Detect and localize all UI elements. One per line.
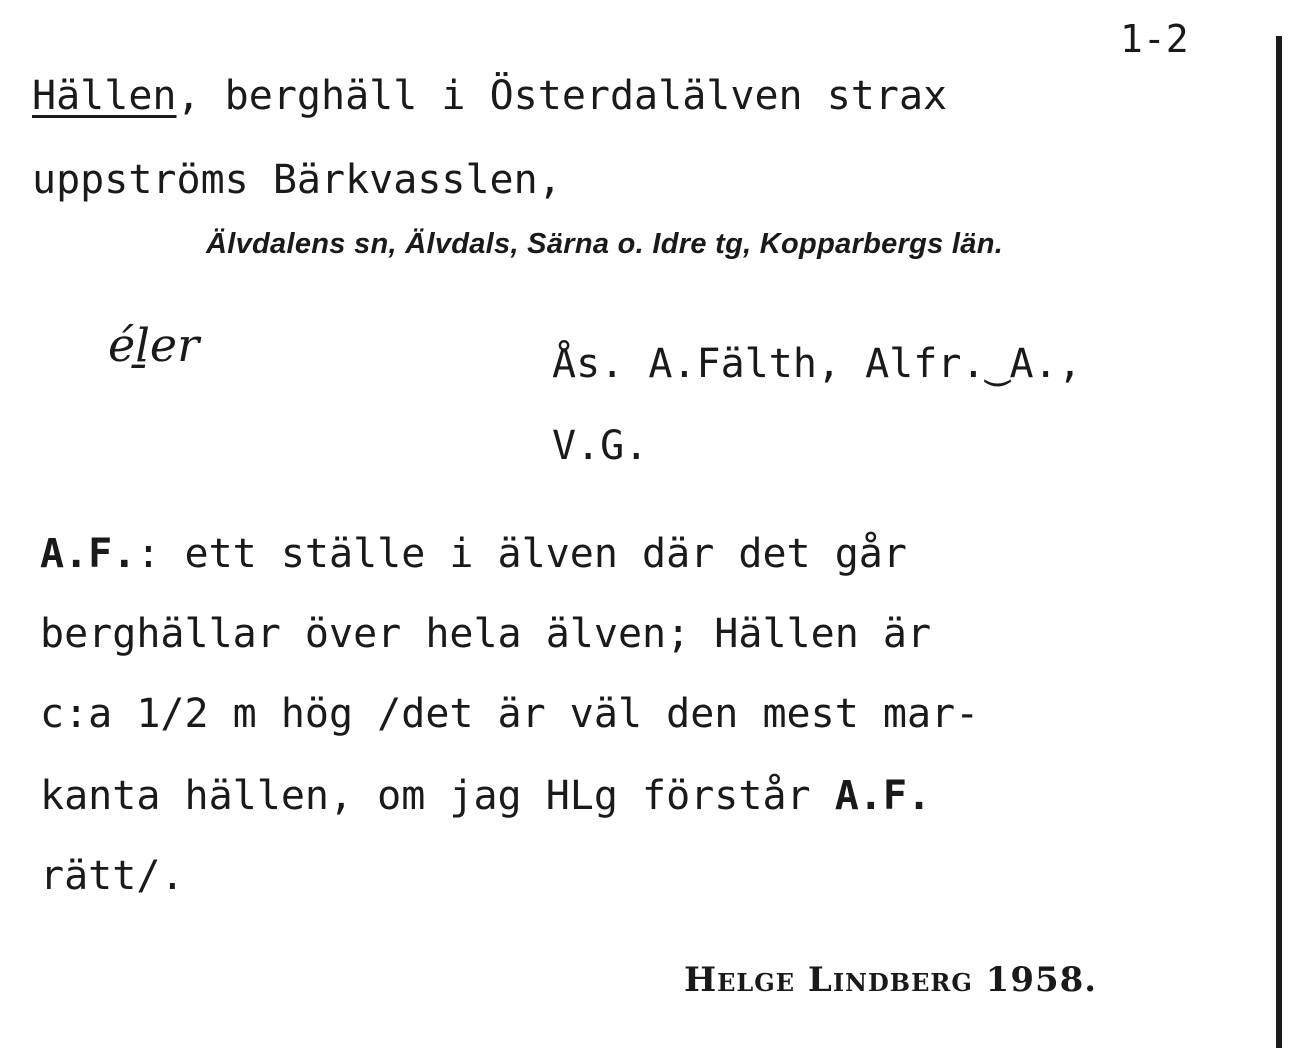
headword-line xyxy=(32,73,948,119)
note-line-5: rätt/. xyxy=(40,853,185,899)
note-line-4-abbrev: A.F. xyxy=(834,773,932,819)
note-informant-abbrev: A.F. xyxy=(40,531,137,577)
headword: Hällen xyxy=(32,73,177,119)
card-edge-line xyxy=(1276,36,1282,1048)
phonetic-transcription: éḻer xyxy=(108,318,200,372)
note-line-4 xyxy=(40,773,932,819)
informants-line-1: Ås. A.Fälth, Alfr.‿A., xyxy=(552,341,1082,387)
note-line-2: berghällar över hela älven; Hällen är xyxy=(40,611,932,657)
note-line-3: c:a 1/2 m hög /det är väl den mest mar- xyxy=(40,691,980,737)
note-line-4-text: kanta hällen, om jag HLg förstår xyxy=(40,773,835,819)
location-description: uppströms Bärkvasslen, xyxy=(32,157,562,203)
card-number: 1-2 xyxy=(1120,17,1189,61)
note-line-1 xyxy=(40,531,907,577)
collector-stamp: Helge Lindberg 1958. xyxy=(684,960,1098,1000)
informants-line-2: V.G. xyxy=(552,423,649,469)
headword-description: , berghäll i Österdalälven strax xyxy=(176,73,948,119)
parish-stamp: Älvdalens sn, Älvdals, Särna o. Idre tg, Kopparbergs län. xyxy=(206,228,1004,260)
note-line-1-text: : ett ställe i älven där det går xyxy=(136,531,907,577)
